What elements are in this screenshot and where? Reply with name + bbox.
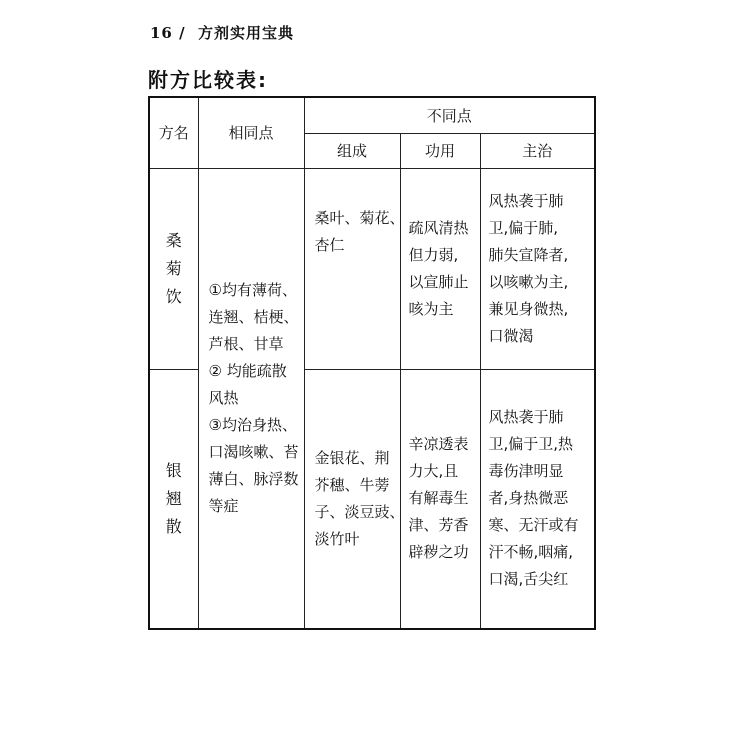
comparison-table — [148, 96, 596, 630]
indications-cell: 风热袭于肺 卫,偏于肺, 肺失宣降者, 以咳嗽为主, 兼见身微热, 口微渴 — [480, 168, 595, 369]
header-composition: 组成 — [304, 133, 400, 168]
page-header — [150, 22, 294, 43]
composition-cell: 金银花、荆 芥穗、牛蒡 子、淡豆豉、 淡竹叶 — [304, 369, 400, 629]
similarities-cell: ①均有薄荷、 连翘、桔梗、 芦根、甘草 ② 均能疏散 风热 ③均治身热、 口渴咳嗽、苔 薄白、脉浮数 等症 — [198, 168, 304, 629]
formula-name: 桑 菊 饮 — [149, 168, 198, 369]
section-subtitle: 附方比较表: — [148, 68, 268, 92]
function-cell: 疏风清热 但力弱, 以宣肺止 咳为主 — [400, 168, 480, 369]
header-name: 方名 — [149, 97, 198, 168]
book-title: 方剂实用宝典 — [198, 24, 295, 42]
header-different: 不同点 — [304, 97, 595, 133]
function-cell: 辛凉透表 力大,且 有解毒生 津、芳香 辟秽之功 — [400, 369, 480, 629]
composition-cell: 桑叶、菊花、 杏仁 — [304, 168, 400, 369]
header-separator: / — [179, 24, 186, 42]
header-indications: 主治 — [480, 133, 595, 168]
table-row — [149, 168, 595, 369]
formula-name: 银 翘 散 — [149, 369, 198, 629]
header-function: 功用 — [400, 133, 480, 168]
page-number: 16 — [150, 24, 173, 42]
header-similar: 相同点 — [198, 97, 304, 168]
indications-cell: 风热袭于肺 卫,偏于卫,热 毒伤津明显 者,身热微恶 寒、无汗或有 汗不畅,咽痛, 口渴,舌尖红 — [480, 369, 595, 629]
